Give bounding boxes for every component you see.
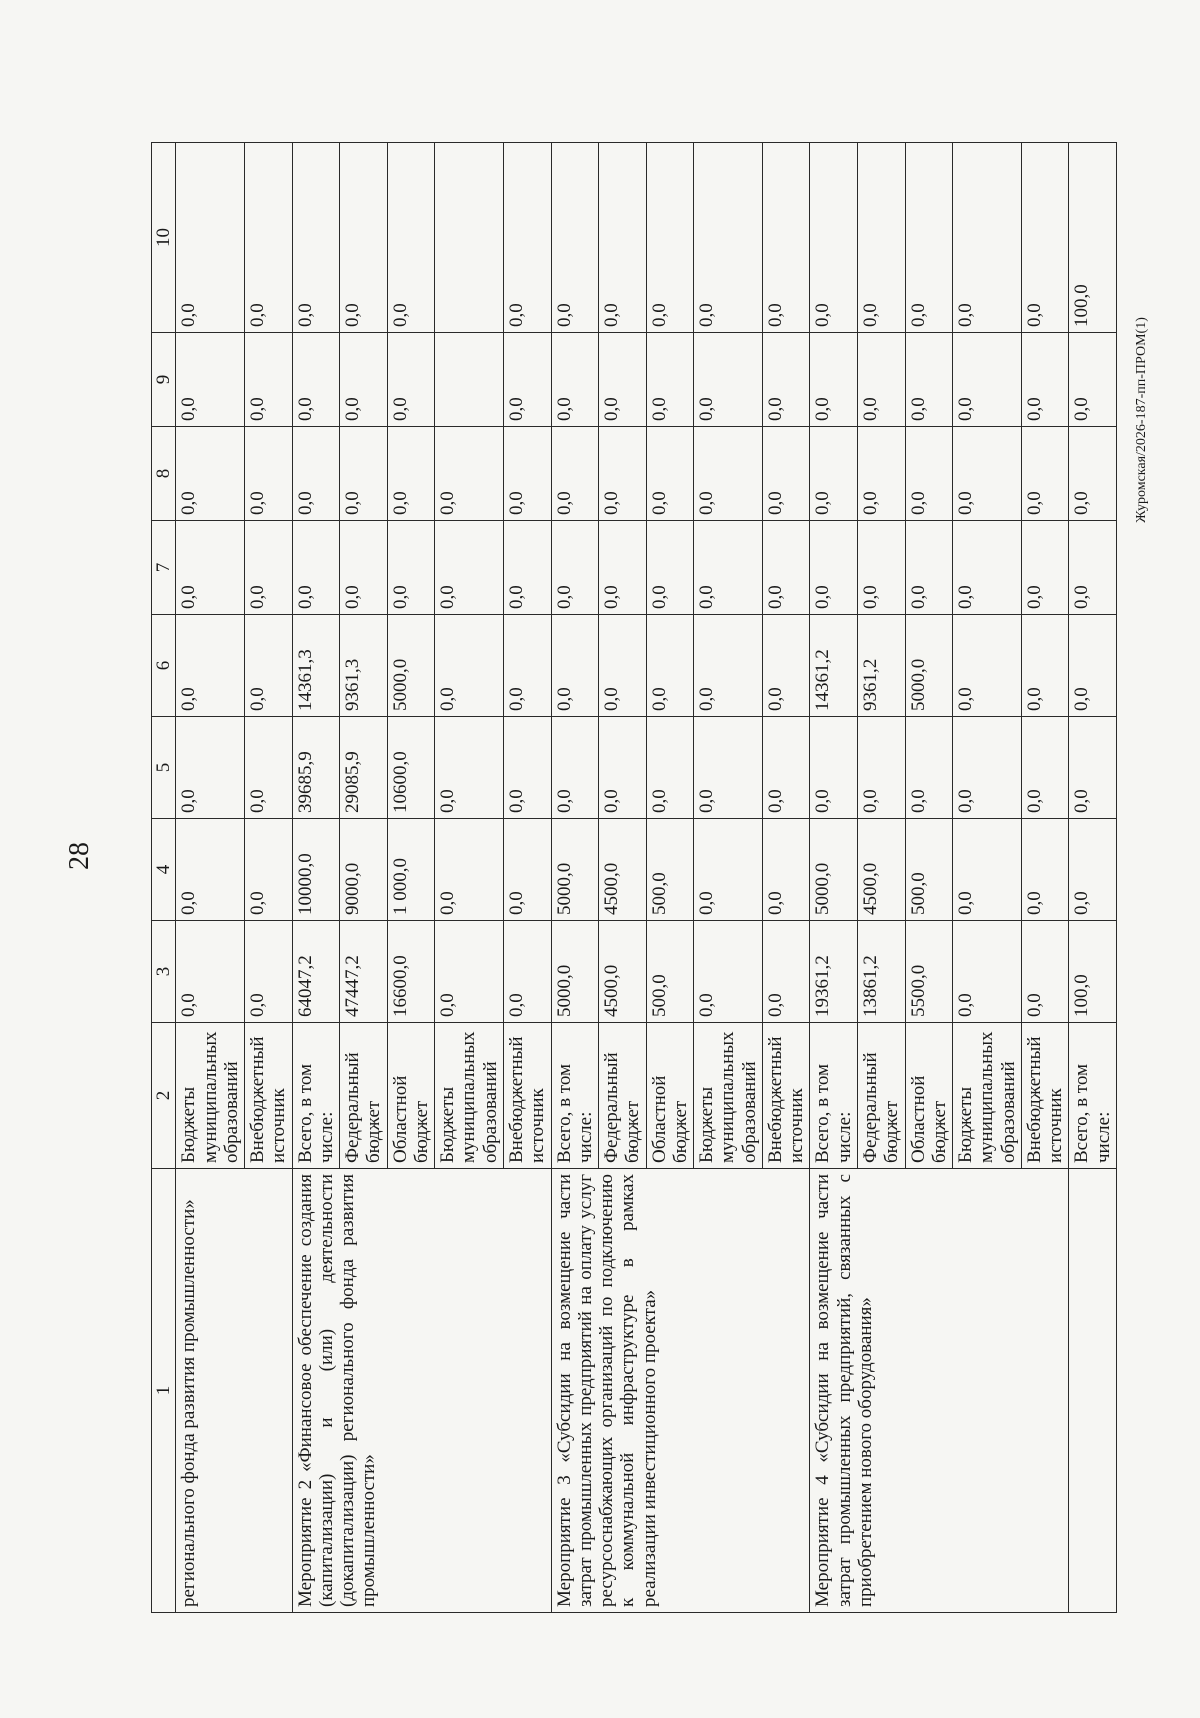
value-cell: 4500,0 — [599, 819, 647, 921]
funding-source: Внебюджетный источник — [503, 1023, 551, 1169]
table-row — [810, 143, 858, 1613]
value-cell: 0,0 — [176, 427, 245, 521]
funding-source: Федеральный бюджет — [857, 1023, 905, 1169]
value-cell: 0,0 — [551, 143, 599, 333]
header-cell: 5 — [152, 717, 176, 819]
value-cell: 0,0 — [646, 427, 694, 521]
value-cell — [435, 333, 504, 427]
value-cell: 0,0 — [503, 333, 551, 427]
value-cell: 0,0 — [1069, 427, 1117, 521]
value-cell: 0,0 — [503, 427, 551, 521]
value-cell: 4500,0 — [857, 819, 905, 921]
value-cell: 0,0 — [551, 333, 599, 427]
value-cell: 0,0 — [694, 615, 763, 717]
header-cell: 7 — [152, 521, 176, 615]
value-cell: 100,0 — [1069, 143, 1117, 333]
funding-source: Всего, в том числе: — [1069, 1023, 1117, 1169]
value-cell: 0,0 — [435, 921, 504, 1023]
header-cell: 1 — [152, 1169, 176, 1613]
value-cell: 0,0 — [810, 143, 858, 333]
value-cell: 0,0 — [435, 819, 504, 921]
value-cell: 39685,9 — [292, 717, 340, 819]
value-cell: 0,0 — [646, 717, 694, 819]
value-cell: 0,0 — [1021, 521, 1069, 615]
funding-source: Всего, в том числе: — [292, 1023, 340, 1169]
value-cell: 0,0 — [340, 427, 388, 521]
value-cell: 0,0 — [503, 921, 551, 1023]
rotated-table-wrapper — [151, 143, 1114, 1613]
value-cell: 0,0 — [435, 521, 504, 615]
value-cell: 500,0 — [646, 819, 694, 921]
table-row — [292, 143, 340, 1613]
value-cell: 0,0 — [1021, 333, 1069, 427]
value-cell: 0,0 — [810, 717, 858, 819]
value-cell: 0,0 — [340, 333, 388, 427]
value-cell: 0,0 — [503, 521, 551, 615]
value-cell: 4500,0 — [599, 921, 647, 1023]
funding-source: Областной бюджет — [646, 1023, 694, 1169]
value-cell: 0,0 — [857, 333, 905, 427]
value-cell: 5000,0 — [810, 819, 858, 921]
value-cell: 0,0 — [1069, 717, 1117, 819]
funding-source: Внебюджетный источник — [245, 1023, 293, 1169]
header-cell: 8 — [152, 427, 176, 521]
value-cell: 5000,0 — [551, 819, 599, 921]
value-cell: 0,0 — [245, 143, 293, 333]
value-cell: 0,0 — [1021, 427, 1069, 521]
value-cell: 29085,9 — [340, 717, 388, 819]
value-cell: 0,0 — [503, 717, 551, 819]
value-cell: 0,0 — [646, 521, 694, 615]
value-cell: 0,0 — [1069, 333, 1117, 427]
value-cell: 0,0 — [857, 717, 905, 819]
funding-source: Бюджеты муниципальных образований — [435, 1023, 504, 1169]
funding-source: Бюджеты муниципальных образований — [176, 1023, 245, 1169]
page-number: 28 — [64, 842, 95, 870]
table-row — [176, 143, 245, 1613]
funding-source: Областной бюджет — [387, 1023, 435, 1169]
value-cell: 5500,0 — [905, 921, 953, 1023]
value-cell: 0,0 — [176, 819, 245, 921]
value-cell: 0,0 — [810, 333, 858, 427]
value-cell: 0,0 — [503, 143, 551, 333]
value-cell: 19361,2 — [810, 921, 858, 1023]
value-cell: 1 000,0 — [387, 819, 435, 921]
value-cell: 0,0 — [857, 143, 905, 333]
value-cell: 0,0 — [292, 521, 340, 615]
value-cell: 0,0 — [599, 333, 647, 427]
value-cell: 100,0 — [1069, 921, 1117, 1023]
table-row — [551, 143, 599, 1613]
funding-source: Федеральный бюджет — [599, 1023, 647, 1169]
funding-source: Всего, в том числе: — [810, 1023, 858, 1169]
value-cell: 0,0 — [245, 521, 293, 615]
value-cell: 0,0 — [599, 427, 647, 521]
header-cell: 3 — [152, 921, 176, 1023]
header-cell: 4 — [152, 819, 176, 921]
value-cell: 9000,0 — [340, 819, 388, 921]
funding-source: Бюджеты муниципальных образований — [953, 1023, 1022, 1169]
value-cell: 0,0 — [762, 143, 810, 333]
value-cell: 0,0 — [762, 921, 810, 1023]
value-cell: 0,0 — [762, 427, 810, 521]
value-cell: 64047,2 — [292, 921, 340, 1023]
value-cell: 0,0 — [694, 717, 763, 819]
value-cell: 0,0 — [762, 717, 810, 819]
header-cell: 6 — [152, 615, 176, 717]
value-cell: 5000,0 — [905, 615, 953, 717]
value-cell: 0,0 — [176, 717, 245, 819]
value-cell: 0,0 — [646, 333, 694, 427]
value-cell: 0,0 — [1069, 819, 1117, 921]
value-cell: 0,0 — [245, 615, 293, 717]
value-cell: 0,0 — [387, 521, 435, 615]
value-cell: 500,0 — [646, 921, 694, 1023]
value-cell: 0,0 — [176, 921, 245, 1023]
value-cell: 0,0 — [953, 143, 1022, 333]
header-row — [152, 143, 176, 1613]
value-cell: 0,0 — [857, 427, 905, 521]
value-cell: 0,0 — [292, 427, 340, 521]
funding-source: Бюджеты муниципальных образований — [694, 1023, 763, 1169]
value-cell: 0,0 — [857, 521, 905, 615]
funding-source: Внебюджетный источник — [762, 1023, 810, 1169]
value-cell: 9361,3 — [340, 615, 388, 717]
value-cell: 0,0 — [435, 427, 504, 521]
value-cell: 0,0 — [694, 921, 763, 1023]
value-cell: 0,0 — [810, 427, 858, 521]
value-cell: 0,0 — [694, 521, 763, 615]
value-cell: 10000,0 — [292, 819, 340, 921]
funding-source: Всего, в том числе: — [551, 1023, 599, 1169]
value-cell: 0,0 — [292, 333, 340, 427]
value-cell: 0,0 — [340, 143, 388, 333]
value-cell: 0,0 — [762, 333, 810, 427]
value-cell: 0,0 — [1021, 717, 1069, 819]
funding-source: Внебюджетный источник — [1021, 1023, 1069, 1169]
value-cell: 0,0 — [599, 521, 647, 615]
value-cell: 0,0 — [435, 717, 504, 819]
activity-description: Мероприятие 3 «Субсидии на возмещение части затрат промышленных предприятий на оплату услуг ресурсоснабжающих организаций по подключению к коммунальной инфраструктуре в рамках реализации инвестиционного проекта» — [551, 1169, 810, 1613]
value-cell: 0,0 — [953, 521, 1022, 615]
value-cell: 0,0 — [694, 143, 763, 333]
value-cell: 0,0 — [762, 819, 810, 921]
value-cell: 0,0 — [905, 143, 953, 333]
value-cell: 0,0 — [245, 333, 293, 427]
value-cell: 0,0 — [551, 615, 599, 717]
value-cell: 14361,2 — [810, 615, 858, 717]
value-cell: 0,0 — [503, 615, 551, 717]
value-cell: 0,0 — [599, 615, 647, 717]
funding-source: Областной бюджет — [905, 1023, 953, 1169]
value-cell: 0,0 — [245, 427, 293, 521]
value-cell: 0,0 — [387, 143, 435, 333]
header-cell: 9 — [152, 333, 176, 427]
value-cell — [435, 143, 504, 333]
value-cell: 0,0 — [503, 819, 551, 921]
value-cell: 0,0 — [599, 717, 647, 819]
value-cell: 0,0 — [599, 143, 647, 333]
value-cell: 0,0 — [694, 333, 763, 427]
activity-description: Мероприятие 2 «Финансовое обеспечение создания (капитализации) и (или) деятельности (докапитализации) регионального фонда развития промышленности» — [292, 1169, 551, 1613]
value-cell: 10600,0 — [387, 717, 435, 819]
value-cell: 13861,2 — [857, 921, 905, 1023]
value-cell: 0,0 — [245, 921, 293, 1023]
header-cell: 10 — [152, 143, 176, 333]
value-cell: 0,0 — [694, 819, 763, 921]
value-cell: 0,0 — [905, 717, 953, 819]
value-cell: 0,0 — [245, 717, 293, 819]
value-cell: 0,0 — [551, 427, 599, 521]
value-cell: 0,0 — [953, 921, 1022, 1023]
budget-table — [151, 142, 1117, 1613]
value-cell: 0,0 — [1021, 819, 1069, 921]
value-cell: 0,0 — [1021, 143, 1069, 333]
value-cell: 500,0 — [905, 819, 953, 921]
value-cell: 0,0 — [646, 615, 694, 717]
value-cell: 0,0 — [387, 333, 435, 427]
value-cell: 9361,2 — [857, 615, 905, 717]
value-cell: 0,0 — [1069, 615, 1117, 717]
document-code: Журомская/2026-187-пп-ПРОМ(1) — [1134, 317, 1149, 523]
value-cell: 0,0 — [905, 521, 953, 615]
value-cell: 16600,0 — [387, 921, 435, 1023]
value-cell: 0,0 — [387, 427, 435, 521]
value-cell: 0,0 — [953, 615, 1022, 717]
value-cell: 0,0 — [953, 717, 1022, 819]
value-cell: 5000,0 — [387, 615, 435, 717]
value-cell: 14361,3 — [292, 615, 340, 717]
table-row — [1069, 143, 1117, 1613]
value-cell: 0,0 — [953, 819, 1022, 921]
value-cell: 47447,2 — [340, 921, 388, 1023]
value-cell: 0,0 — [694, 427, 763, 521]
value-cell: 0,0 — [953, 427, 1022, 521]
activity-description: Мероприятие 4 «Субсидии на возмещение части затрат промышленных предприятий, связанных с приобретением нового оборудования» — [810, 1169, 1069, 1613]
value-cell: 0,0 — [435, 615, 504, 717]
value-cell: 0,0 — [176, 333, 245, 427]
value-cell: 0,0 — [905, 427, 953, 521]
value-cell: 0,0 — [551, 521, 599, 615]
value-cell: 0,0 — [762, 615, 810, 717]
activity-description — [1069, 1169, 1117, 1613]
value-cell: 0,0 — [762, 521, 810, 615]
value-cell: 0,0 — [176, 615, 245, 717]
value-cell: 5000,0 — [551, 921, 599, 1023]
value-cell: 0,0 — [340, 521, 388, 615]
value-cell: 0,0 — [292, 143, 340, 333]
value-cell: 0,0 — [905, 333, 953, 427]
value-cell: 0,0 — [245, 819, 293, 921]
value-cell: 0,0 — [646, 143, 694, 333]
value-cell: 0,0 — [1021, 615, 1069, 717]
value-cell: 0,0 — [176, 143, 245, 333]
value-cell: 0,0 — [810, 521, 858, 615]
activity-description: регионального фонда развития промышленности» — [176, 1169, 292, 1613]
funding-source: Федеральный бюджет — [340, 1023, 388, 1169]
header-cell: 2 — [152, 1023, 176, 1169]
value-cell: 0,0 — [176, 521, 245, 615]
value-cell: 0,0 — [1069, 521, 1117, 615]
value-cell: 0,0 — [953, 333, 1022, 427]
value-cell: 0,0 — [1021, 921, 1069, 1023]
value-cell: 0,0 — [551, 717, 599, 819]
